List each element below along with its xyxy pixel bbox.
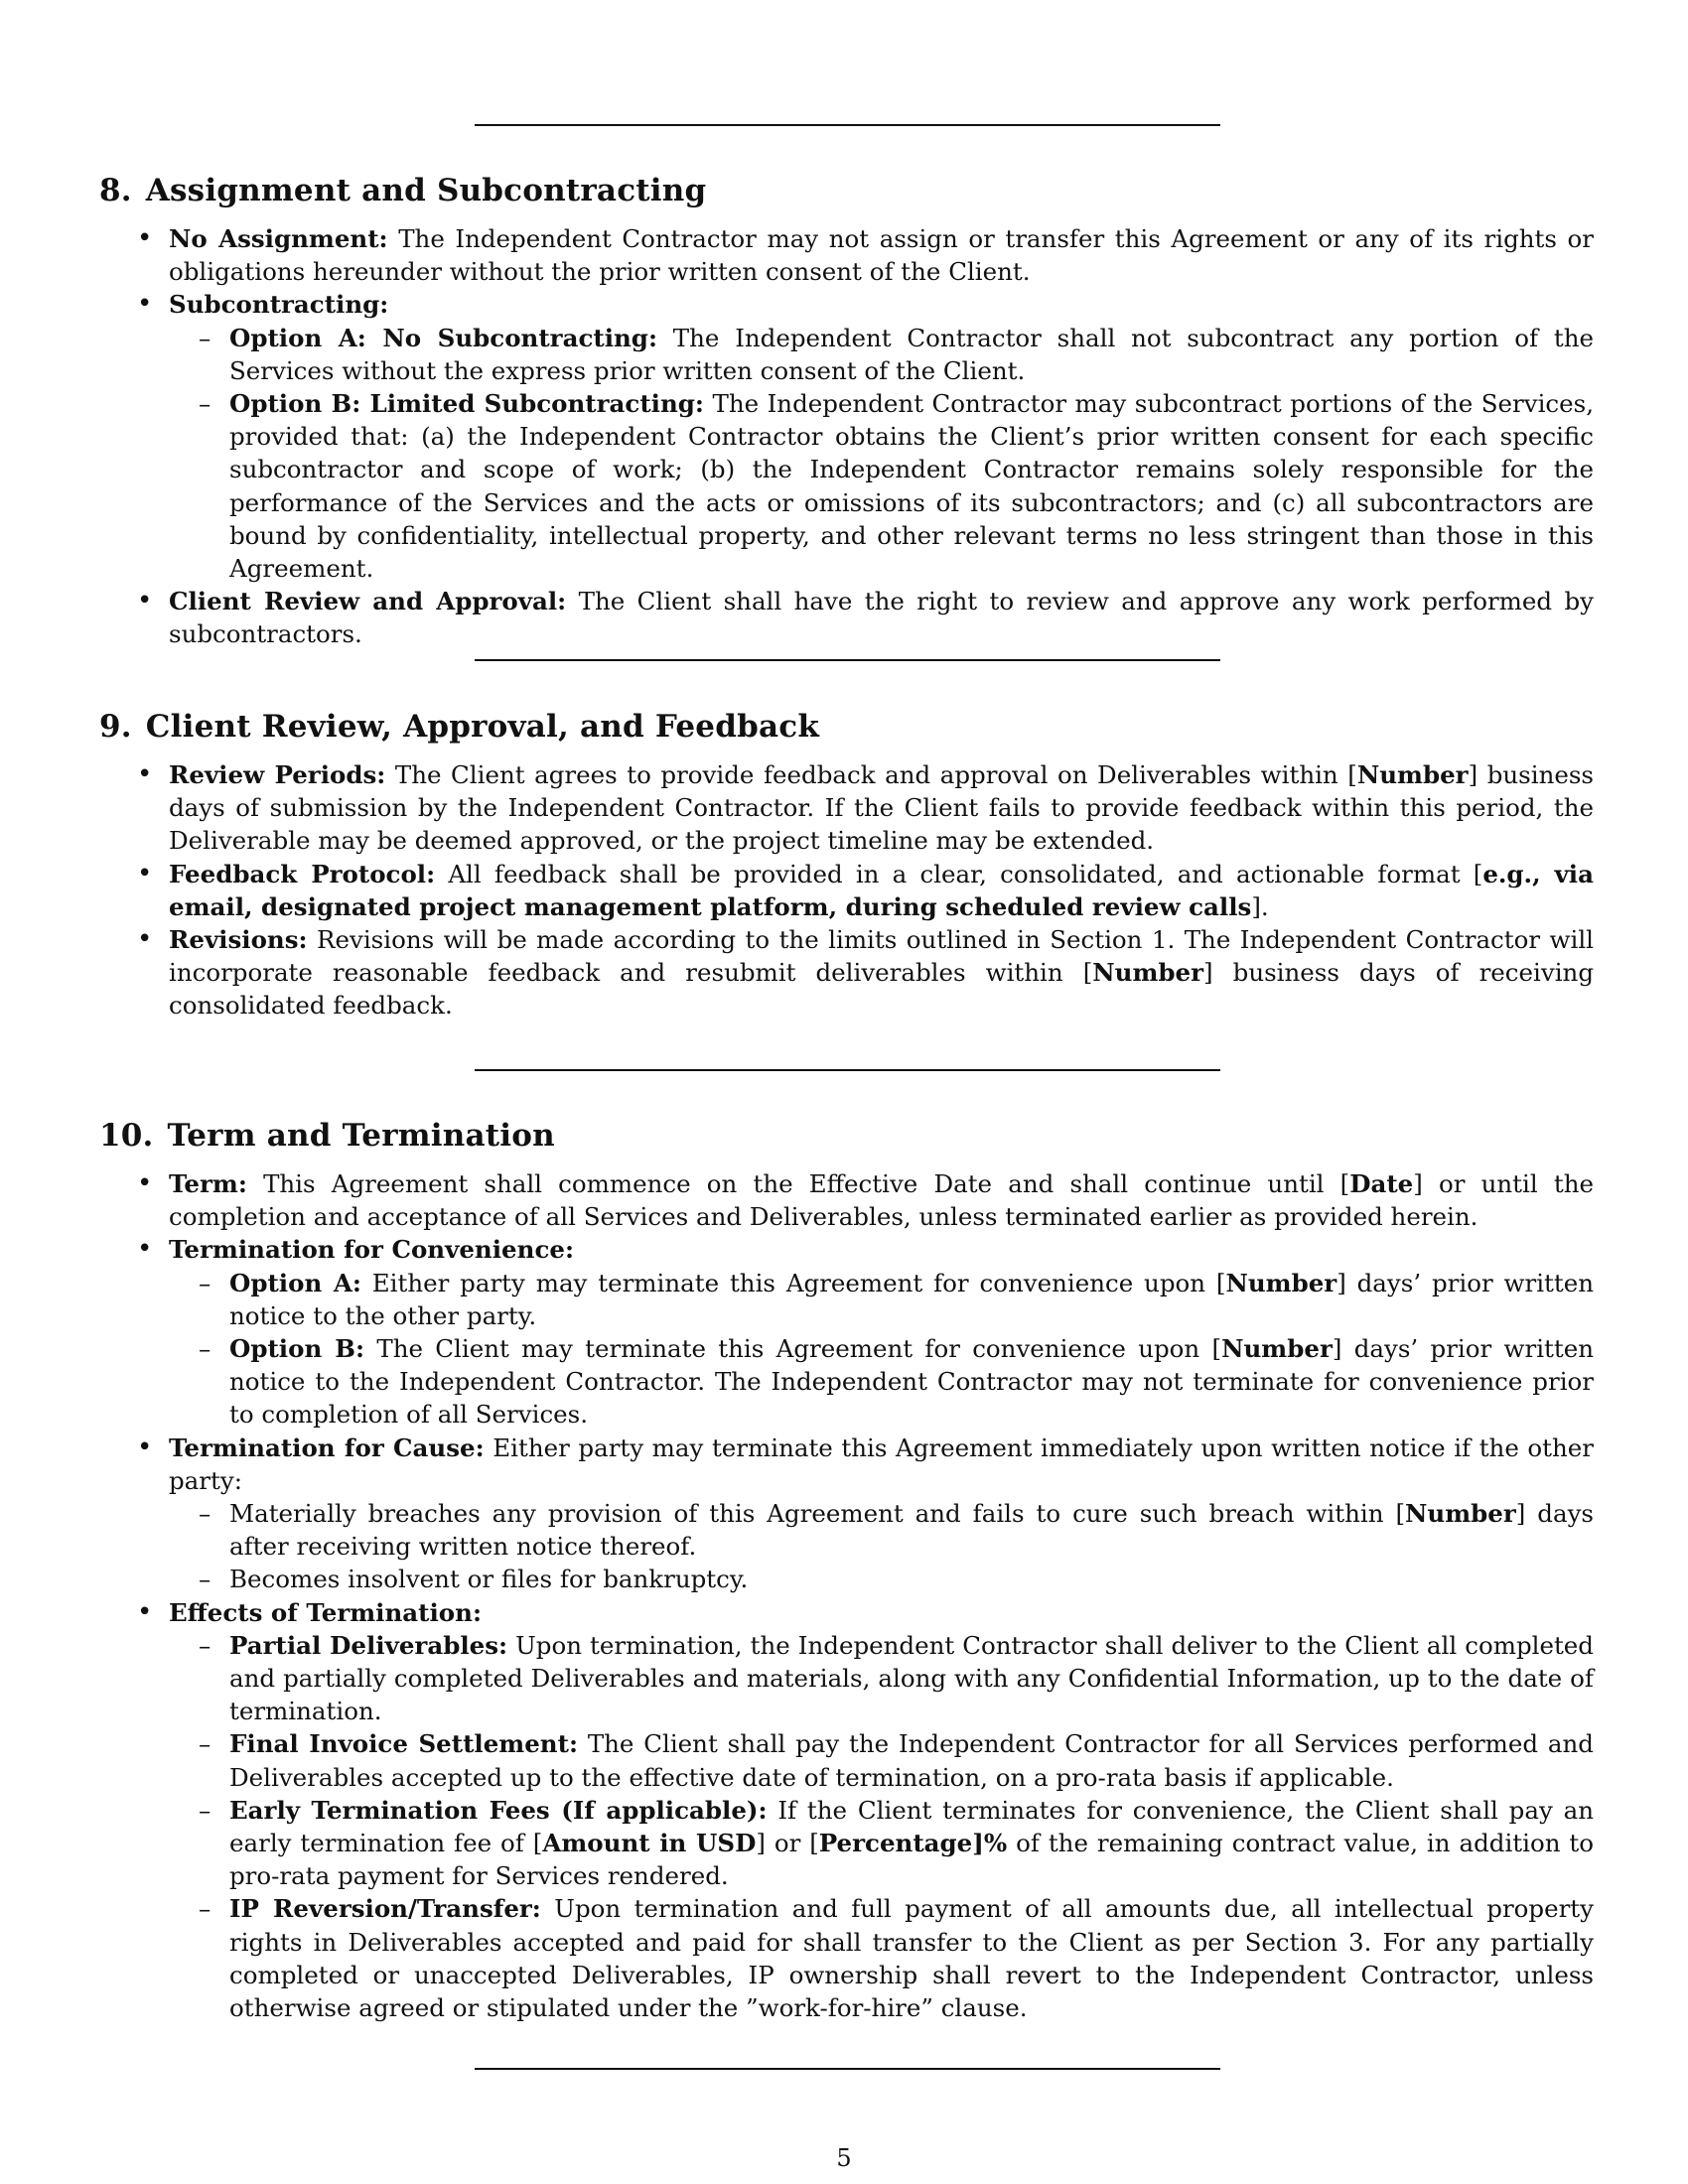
- list-item: • Revisions: Revisions will be made according to the limits outlined in Section 1. The Independent Contractor will incorporate reasonable feedback and resubmit deliverables within [Number] business days of receiving consolidated feedback.: [137, 924, 1594, 1021]
- section-heading: 8. Assignment and Subcontracting: [99, 173, 707, 208]
- list-item: • Feedback Protocol: All feedback shall be provided in a clear, consolidated, and actionable format [e.g., via email, designated project management platform, during scheduled review calls].: [137, 858, 1594, 921]
- sub-list-item: – Option B: Limited Subcontracting: The Independent Contractor may subcontract portions of the Services, provided that: (a) the Independent Contractor obtains the Client’s prior written consent for each specific subcontractor and scope of work; (b) the Independent Contractor remains solely responsible for the performance of the Services and the acts or omissions of its subcontractors; and (c) all subcontractors are bound by confidentiality, intellectual property, and other relevant terms no less stringent than those in this Agreement.: [199, 389, 1594, 584]
- list-item: • Review Periods: The Client agrees to provide feedback and approval on Deliverables within [Number] business days of submission by the Independent Contractor. If the Client fails to provide feedback within this period, the Deliverable may be deemed approved, or the project timeline may be extended.: [137, 759, 1594, 856]
- list-item: • Effects of Termination: – Partial Deliverables: Upon termination, the Independent Contractor shall deliver to the Client all completed and partially completed Deliverables and materials, along with any Confidential Information, up to the date of termination. – Final Invoice Settlement: The Client shall pay the Independent Contractor for all Services performed and Deliverables accepted up to the effective date of termination, on a pro-rata basis if applicable. – Early Termination Fees (If applicable): If the Client terminates for convenience, the Client shall pay an early termination fee of [Amount in USD] or [Percentage]% of the remaining contract value, in addition to pro-rata payment for Services rendered. – IP Reversion/Transfer: Upon termination and full payment of all amounts due, all intellectual property rights in Deliverables accepted and paid for shall transfer to the Client as per Section 3. For any partially completed or unaccepted Deliverables, IP ownership shall revert to the Independent Contractor, unless otherwise agreed or stipulated under the ”work-for-hire” clause.: [99, 1596, 1594, 2025]
- section-10: [99, 1116, 1594, 2024]
- page-number: 5: [836, 2144, 852, 2172]
- sub-list-item: – Materially breaches any provision of this Agreement and fails to cure such breach within [Number] days after receiving written notice thereof.: [199, 1499, 1594, 1562]
- sub-list-item: – Becomes insolvent or files for bankruptcy.: [199, 1565, 749, 1594]
- sub-list-item: – Final Invoice Settlement: The Client shall pay the Independent Contractor for all Services performed and Deliverables accepted up to the effective date of termination, on a pro-rata basis if applicable.: [199, 1729, 1594, 1792]
- sub-list-item: – IP Reversion/Transfer: Upon termination and full payment of all amounts due, all intellectual property rights in Deliverables accepted and paid for shall transfer to the Client as per Section 3. For any partially completed or unaccepted Deliverables, IP ownership shall revert to the Independent Contractor, unless otherwise agreed or stipulated under the ”work-for-hire” clause.: [199, 1894, 1594, 2023]
- horizontal-rule: [475, 659, 1220, 661]
- section-8: [99, 171, 1594, 651]
- list-item: • Termination for Convenience: – Option A: Either party may terminate this Agreement for convenience upon [Number] days’ prior written notice to the other party. – Option B: The Client may terminate this Agreement for convenience upon [Number] days’ prior written notice to the Independent Contractor. The Independent Contractor may not terminate for convenience prior to completion of all Services.: [99, 1233, 1594, 1431]
- section-heading: 9. Client Review, Approval, and Feedback: [99, 709, 820, 745]
- list-item: • Client Review and Approval: The Client shall have the right to review and approve any work performed by subcontractors.: [137, 586, 1595, 649]
- section-heading: 10. Term and Termination: [99, 1118, 555, 1154]
- list-item: • Subcontracting: – Option A: No Subcontracting: The Independent Contractor shall not subcontract any portion of the Services without the express prior written consent of the Client. – Option B: Limited Subcontracting: The Independent Contractor may subcontract portions of the Services, provided that: (a) the Independent Contractor obtains the Client’s prior written consent for each specific subcontractor and scope of work; (b) the Independent Contractor remains solely responsible for the performance of the Services and the acts or omissions of its subcontractors; and (c) all subcontractors are bound by confidentiality, intellectual property, and other relevant terms no less stringent than those in this Agreement.: [99, 288, 1594, 585]
- sub-list-item: – Option A: No Subcontracting: The Independent Contractor shall not subcontract any portion of the Services without the express prior written consent of the Client.: [199, 323, 1594, 385]
- horizontal-rule: [475, 2068, 1220, 2070]
- sub-list-item: – Partial Deliverables: Upon termination, the Independent Contractor shall deliver to the Client all completed and partially completed Deliverables and materials, along with any Confidential Information, up to the date of termination.: [199, 1630, 1594, 1726]
- sub-list-item: – Option B: The Client may terminate this Agreement for convenience upon [Number] days’ prior written notice to the Independent Contractor. The Independent Contractor may not terminate for convenience prior to completion of all Services.: [199, 1334, 1595, 1430]
- list-item: • Termination for Cause: Either party may terminate this Agreement immediately upon written notice if the other party: – Materially breaches any provision of this Agreement and fails to cure such breach within [Number] days after receiving written notice thereof. – Becomes insolvent or files for bankruptcy.: [99, 1432, 1594, 1596]
- sub-list-item: – Early Termination Fees (If applicable): If the Client terminates for convenience, the Client shall pay an early termination fee of [Amount in USD] or [Percentage]% of the remaining contract value, in addition to pro-rata payment for Services rendered.: [199, 1795, 1595, 1891]
- list-item: • Term: This Agreement shall commence on the Effective Date and shall continue until [Date] or until the completion and acceptance of all Services and Deliverables, unless terminated earlier as provided herein.: [137, 1168, 1594, 1232]
- sub-list-item: – Option A: Either party may terminate this Agreement for convenience upon [Number] days’ prior written notice to the other party.: [199, 1268, 1594, 1330]
- list-item: • No Assignment: The Independent Contractor may not assign or transfer this Agreement or any of its rights or obligations hereunder without the prior written consent of the Client.: [137, 223, 1594, 287]
- horizontal-rule: [475, 124, 1220, 126]
- horizontal-rule: [475, 1069, 1220, 1071]
- section-9: [99, 707, 1594, 1023]
